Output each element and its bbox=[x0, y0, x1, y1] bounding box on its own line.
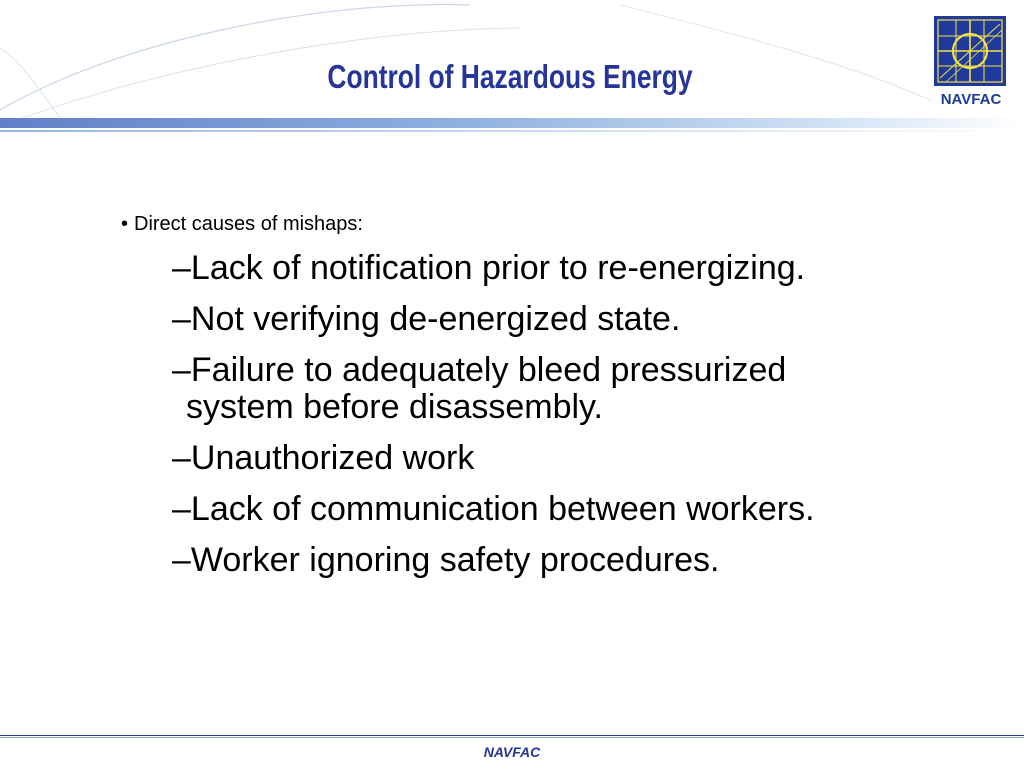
navfac-logo bbox=[930, 14, 1012, 108]
sub-bullet bbox=[172, 491, 978, 528]
slide-body bbox=[118, 210, 978, 579]
logo-wordmark: NAVFAC bbox=[940, 91, 1002, 108]
bullet-glyph: • bbox=[121, 213, 129, 235]
header-rule-thin bbox=[0, 130, 1024, 132]
sub-bullet bbox=[172, 250, 978, 287]
sub-bullet-text: –Unauthorized work bbox=[172, 439, 475, 477]
slide-title: Control of Hazardous Energy bbox=[327, 58, 693, 95]
header-rule bbox=[0, 118, 1024, 128]
sub-bullet-text: –Worker ignoring safety procedures. bbox=[172, 541, 720, 579]
sub-bullet bbox=[172, 352, 978, 426]
sub-bullet-text: –Lack of communication between workers. bbox=[172, 490, 815, 528]
sub-bullet-text: –Lack of notification prior to re-energizing. bbox=[172, 249, 806, 287]
sub-bullet-text: –Not verifying de-energized state. bbox=[172, 300, 681, 338]
sub-bullet bbox=[172, 542, 978, 579]
navfac-emblem-icon bbox=[930, 14, 1012, 108]
sub-bullet-text: –Failure to adequately bleed pressurized bbox=[172, 351, 787, 389]
sub-bullet bbox=[172, 301, 978, 338]
bullet-direct-causes bbox=[118, 210, 978, 238]
bullet-heading-text: Direct causes of mishaps: bbox=[134, 213, 363, 235]
footer-text: NAVFAC bbox=[483, 744, 541, 760]
sub-bullet bbox=[172, 440, 978, 477]
sub-bullet-text-continued: system before disassembly. bbox=[186, 388, 603, 426]
footer-rule bbox=[0, 735, 1024, 736]
footer-rule-thin bbox=[0, 737, 1024, 738]
